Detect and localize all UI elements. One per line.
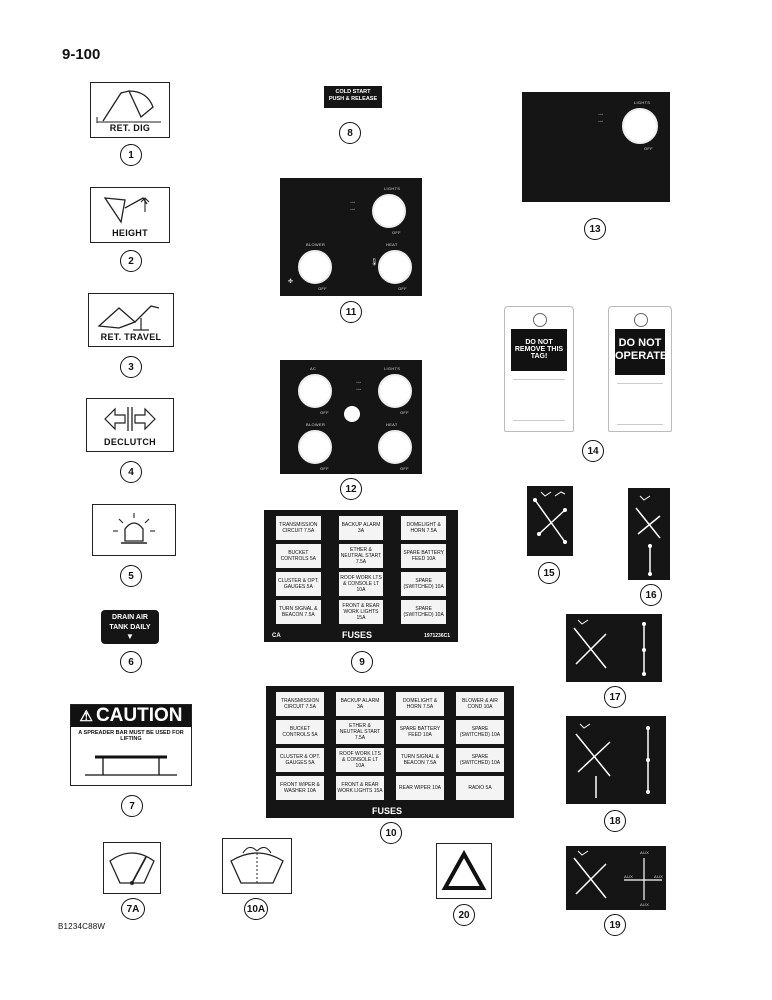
aux-label: AUX xyxy=(640,850,650,855)
fuse-grid xyxy=(276,516,446,624)
decal-control-pattern-16 xyxy=(628,488,670,580)
fuse-panel-title: FUSES xyxy=(372,806,403,816)
fuse-cell: BLOWER & AIR COND 10A xyxy=(456,692,504,716)
spreader-bar-icon xyxy=(71,743,191,783)
callout-6: 6 xyxy=(120,651,142,673)
callout-16: 16 xyxy=(640,584,662,606)
decal-control-pattern-19 xyxy=(566,846,666,910)
fuse-panel-title: FUSES xyxy=(342,630,373,640)
callout-3: 3 xyxy=(120,356,142,378)
fuse-cell: FRONT & REAR WORK LIGHTS 15A xyxy=(339,600,384,624)
decal-slow-moving xyxy=(436,843,492,899)
fuse-cell: TRANSMISSION CIRCUIT 7.5A xyxy=(276,516,321,540)
decal-caption: RET. TRAVEL xyxy=(100,332,162,342)
decal-drain-air xyxy=(101,610,159,644)
callout-5: 5 xyxy=(120,565,142,587)
lights-label: LIGHTS xyxy=(384,366,401,371)
decal-height xyxy=(90,187,170,243)
decal-beacon xyxy=(92,504,176,556)
fuse-cell: BUCKET CONTROLS 5A xyxy=(276,544,321,568)
blower-knob xyxy=(298,250,332,284)
caution-heading: CAUTION xyxy=(95,705,183,726)
fuse-cell: SPARE BATTERY FEED 10A xyxy=(396,720,444,744)
callout-14: 14 xyxy=(582,440,604,462)
decal-caption: HEIGHT xyxy=(112,228,148,238)
off-label: OFF xyxy=(320,410,329,415)
tag-heading: DO NOT OPERATE xyxy=(615,329,665,375)
off-label: OFF xyxy=(318,286,327,291)
decal-control-pattern-18 xyxy=(566,716,666,804)
fuse-panel-part: 1971236C1 xyxy=(424,633,450,639)
decal-line: COLD START xyxy=(335,89,371,95)
callout-15: 15 xyxy=(538,562,560,584)
decal-fuse-panel-10 xyxy=(266,686,514,818)
fuse-cell: CLUSTER & OPT. GAUGES 5A xyxy=(276,748,324,772)
callout-10a: 10A xyxy=(244,898,268,920)
fuse-cell: ROOF WORK LTS & CONSOLE LT 10A xyxy=(336,748,384,772)
caution-text: A SPREADER BAR MUST BE USED FOR LIFTING xyxy=(78,730,184,742)
fuse-cell: ROOF WORK LTS & CONSOLE LT 10A xyxy=(339,572,384,596)
ac-knob xyxy=(298,374,332,408)
callout-11: 11 xyxy=(340,301,362,323)
callout-7: 7 xyxy=(121,795,143,817)
figure-code: B1234C88W xyxy=(58,922,106,931)
beacon-icon xyxy=(93,505,175,555)
off-label: OFF xyxy=(398,286,407,291)
fuse-cell: TRANSMISSION CIRCUIT 7.5A xyxy=(276,692,324,716)
decal-wiper xyxy=(103,842,161,894)
fuse-cell: ETHER & NEUTRAL START 7.5A xyxy=(339,544,384,568)
callout-17: 17 xyxy=(604,686,626,708)
heat-knob xyxy=(378,250,412,284)
fuse-grid xyxy=(276,692,504,800)
fuse-cell: BACKUP ALARM 3A xyxy=(339,516,384,540)
fuse-cell: DOMELIGHT & HORN 7.5A xyxy=(401,516,446,540)
decal-control-pattern-17 xyxy=(566,614,662,682)
aux-label: AUX xyxy=(640,902,650,907)
decal-line: PUSH & RELEASE xyxy=(328,96,378,102)
tag-hole xyxy=(634,313,648,327)
decal-line: DRAIN AIR xyxy=(112,614,148,621)
washer-icon xyxy=(223,839,291,893)
thermometer-icon: 🌡 xyxy=(370,259,379,266)
decal-ret-travel xyxy=(88,293,174,347)
callout-2: 2 xyxy=(120,250,142,272)
lights-icon: ◦◦◦ ◦◦◦ xyxy=(598,112,604,125)
warning-icon: ⚠ xyxy=(79,708,93,725)
page-number: 9-100 xyxy=(62,46,101,63)
fuse-panel-left: CA xyxy=(272,633,281,639)
decal-fuse-panel-9 xyxy=(264,510,458,642)
fuse-cell: ETHER & NEUTRAL START 7.5A xyxy=(336,720,384,744)
callout-4: 4 xyxy=(120,461,142,483)
decal-control-pattern-15 xyxy=(527,486,573,556)
fuse-cell: DOMELIGHT & HORN 7.5A xyxy=(396,692,444,716)
blower-label: BLOWER xyxy=(306,242,326,247)
fuse-cell: SPARE (SWITCHED) 10A xyxy=(401,572,446,596)
declutch-icon xyxy=(87,403,173,437)
decal-control-panel-12 xyxy=(280,360,422,474)
decal-declutch xyxy=(86,398,174,452)
callout-10: 10 xyxy=(380,822,402,844)
decal-washer xyxy=(222,838,292,894)
lights-knob xyxy=(378,374,412,408)
fuse-cell: REAR WIPER 10A xyxy=(396,776,444,800)
lights-icon: ◦◦◦ ◦◦◦ xyxy=(350,200,356,213)
callout-13: 13 xyxy=(584,218,606,240)
aux-label: AUX xyxy=(654,874,664,879)
heat-label: HEAT xyxy=(386,242,398,247)
callout-9: 9 xyxy=(351,651,373,673)
ac-label: AC xyxy=(310,366,317,371)
callout-7a: 7A xyxy=(121,898,145,920)
lights-icon: ◦◦◦ ◦◦◦ xyxy=(356,380,362,393)
off-label: OFF xyxy=(644,146,653,151)
callout-19: 19 xyxy=(604,914,626,936)
lights-knob xyxy=(372,194,406,228)
callout-8: 8 xyxy=(339,122,361,144)
aux-label: AUX xyxy=(624,874,634,879)
fuse-cell: BACKUP ALARM 3A xyxy=(336,692,384,716)
fan-icon: ✤ xyxy=(288,279,294,285)
callout-20: 20 xyxy=(453,904,475,926)
tag-heading: DO NOT REMOVE THIS TAG! xyxy=(511,329,567,371)
indicator-lamp xyxy=(344,406,360,422)
fuse-cell: SPARE (SWITCHED) 10A xyxy=(456,720,504,744)
fuse-cell: SPARE BATTERY FEED 10A xyxy=(401,544,446,568)
triangle-icon xyxy=(437,844,491,898)
joystick-pattern-icon xyxy=(628,488,670,580)
fuse-cell: SPARE (SWITCHED) 10A xyxy=(456,748,504,772)
bucket-dig-icon xyxy=(91,85,169,125)
wiper-icon xyxy=(104,843,160,893)
blower-knob xyxy=(298,430,332,464)
arrow-down-icon: ▼ xyxy=(126,632,134,641)
decal-caption: RET. DIG xyxy=(109,123,151,133)
decal-caption: DECLUTCH xyxy=(104,437,156,447)
tag-lines xyxy=(513,379,565,421)
decal-cold-start xyxy=(324,86,382,108)
decal-line: TANK DAILY xyxy=(109,624,151,631)
off-label: OFF xyxy=(400,410,409,415)
fuse-cell: TURN SIGNAL & BEACON 7.5A xyxy=(396,748,444,772)
lights-label: LIGHTS xyxy=(634,100,651,105)
joystick-pattern-icon xyxy=(566,716,666,804)
joystick-pattern-icon xyxy=(527,486,573,556)
off-label: OFF xyxy=(320,466,329,471)
fuse-cell: SPARE (SWITCHED) 10A xyxy=(401,600,446,624)
fuse-cell: RADIO 5A xyxy=(456,776,504,800)
callout-12: 12 xyxy=(340,478,362,500)
caution-header xyxy=(71,705,191,727)
decal-caution xyxy=(70,704,192,786)
tag-do-not-operate xyxy=(608,306,672,432)
bucket-height-icon xyxy=(91,190,169,230)
lights-label: LIGHTS xyxy=(384,186,401,191)
blower-label: BLOWER xyxy=(306,422,326,427)
heat-label: HEAT xyxy=(386,422,398,427)
decal-control-panel-13 xyxy=(522,92,670,202)
callout-1: 1 xyxy=(120,144,142,166)
decal-ret-dig xyxy=(90,82,170,138)
fuse-cell: TURN SIGNAL & BEACON 7.5A xyxy=(276,600,321,624)
lights-knob xyxy=(622,108,658,144)
tag-hole xyxy=(533,313,547,327)
fuse-cell: CLUSTER & OPT. GAUGES 5A xyxy=(276,572,321,596)
off-label: OFF xyxy=(400,466,409,471)
fuse-cell: BUCKET CONTROLS 5A xyxy=(276,720,324,744)
tag-lines xyxy=(617,383,663,425)
joystick-pattern-icon xyxy=(566,614,662,682)
bucket-travel-icon xyxy=(89,296,173,334)
joystick-pattern-icon xyxy=(566,846,666,910)
callout-18: 18 xyxy=(604,810,626,832)
fuse-cell: FRONT & REAR WORK LIGHTS 15A xyxy=(336,776,384,800)
off-label: OFF xyxy=(392,230,401,235)
decal-control-panel-11 xyxy=(280,178,422,296)
tag-do-not-remove xyxy=(504,306,574,432)
heat-knob xyxy=(378,430,412,464)
fuse-cell: FRONT WIPER & WASHER 10A xyxy=(276,776,324,800)
